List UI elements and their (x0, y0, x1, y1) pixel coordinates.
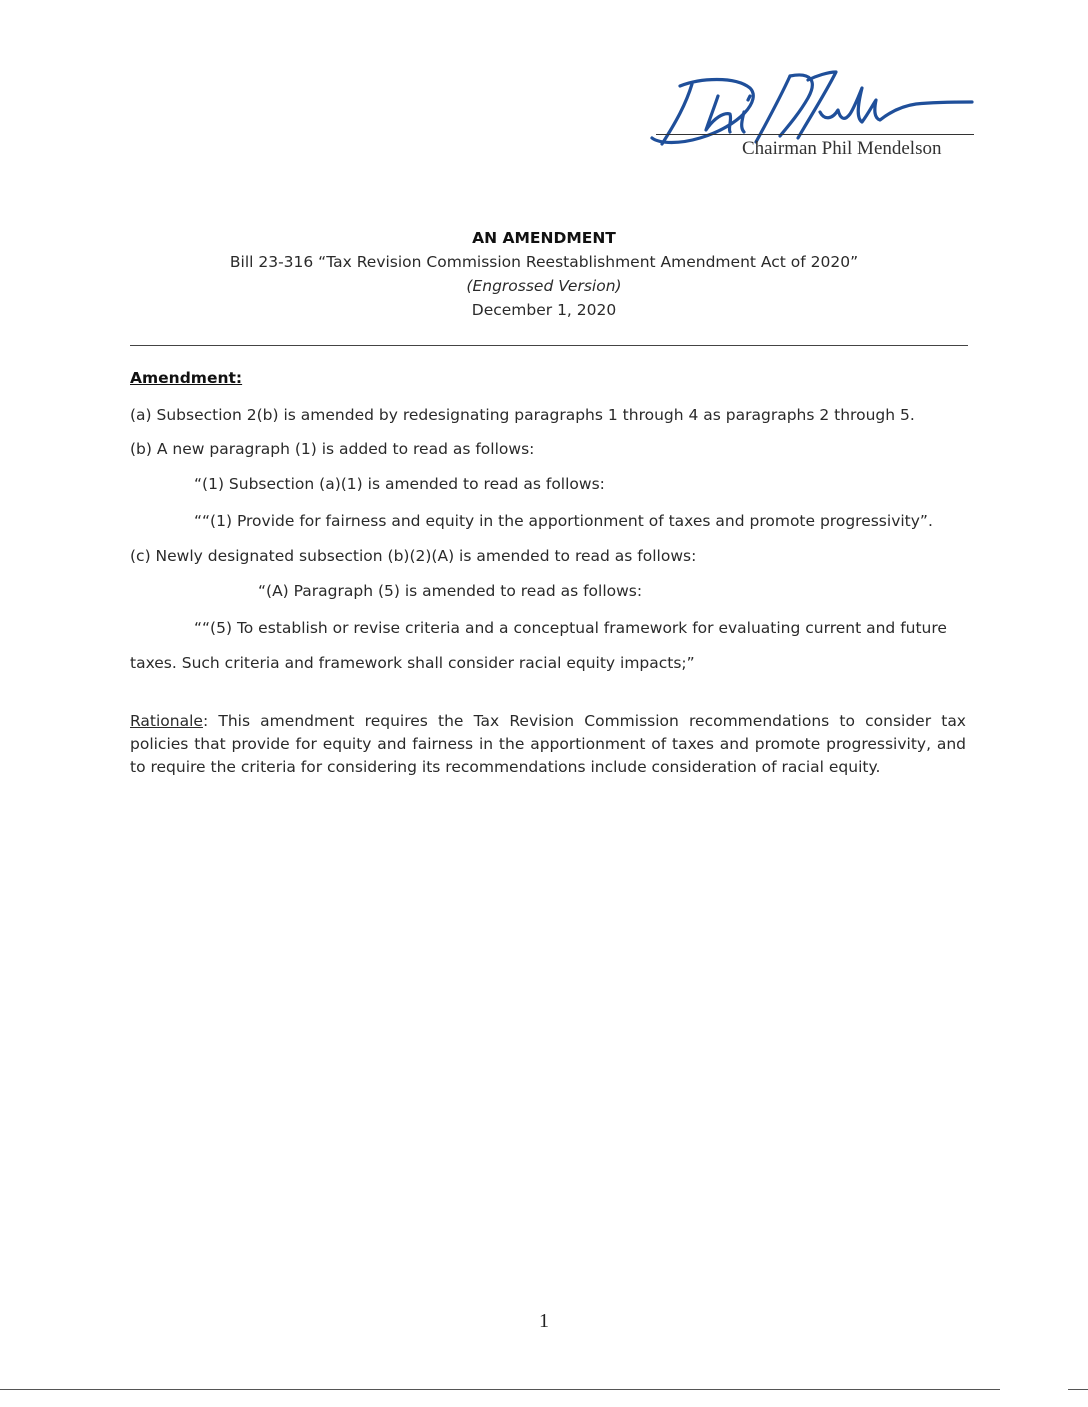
header-divider (130, 345, 968, 346)
document-title: AN AMENDMENT (472, 229, 616, 247)
amendment-subparagraph-A: “(A) Paragraph (5) is amended to read as follows: (258, 582, 643, 600)
signature-line (656, 134, 974, 135)
page-number: 1 (539, 1310, 549, 1332)
rationale-label: Rationale (130, 712, 203, 730)
amendment-paragraph-b: (b) A new paragraph (1) is added to read as follows: (130, 440, 535, 458)
amendment-paragraph-c: (c) Newly designated subsection (b)(2)(A) is amended to read as follows: (130, 547, 697, 565)
footer-rule (0, 1389, 1000, 1390)
version-line: (Engrossed Version) (466, 277, 622, 295)
signature-block (640, 48, 980, 168)
document-date: December 1, 2020 (471, 301, 617, 319)
footer-rule-right (1068, 1389, 1088, 1390)
bill-line: Bill 23-316 “Tax Revision Commission Reestablishment Amendment Act of 2020” (229, 253, 859, 271)
amendment-quoted-text-1: ““(1) Provide for fairness and equity in the apportionment of taxes and promote progressivity”. (194, 512, 933, 530)
amendment-paragraph-a: (a) Subsection 2(b) is amended by redesignating paragraphs 1 through 4 as paragraphs 2 through 5. (130, 406, 915, 424)
rationale-text: : This amendment requires the Tax Revision Commission recommendations to consider tax policies that provide for equity and fairness in the apportionment of taxes and promote progressivity, and to require the criteria for considering its recommendations include consideration of racial equity. (130, 712, 966, 776)
amendment-subparagraph-1: “(1) Subsection (a)(1) is amended to read as follows: (194, 475, 605, 493)
document-header (0, 226, 1088, 322)
rationale-paragraph (130, 710, 966, 779)
amendment-quoted-text-5-continued: taxes. Such criteria and framework shall consider racial equity impacts;” (130, 654, 695, 672)
signature-caption: Chairman Phil Mendelson (742, 138, 942, 159)
amendment-heading: Amendment: (130, 369, 243, 387)
amendment-quoted-text-5: ““(5) To establish or revise criteria and a conceptual framework for evaluating current and future (194, 619, 947, 637)
signature-icon (640, 48, 980, 148)
